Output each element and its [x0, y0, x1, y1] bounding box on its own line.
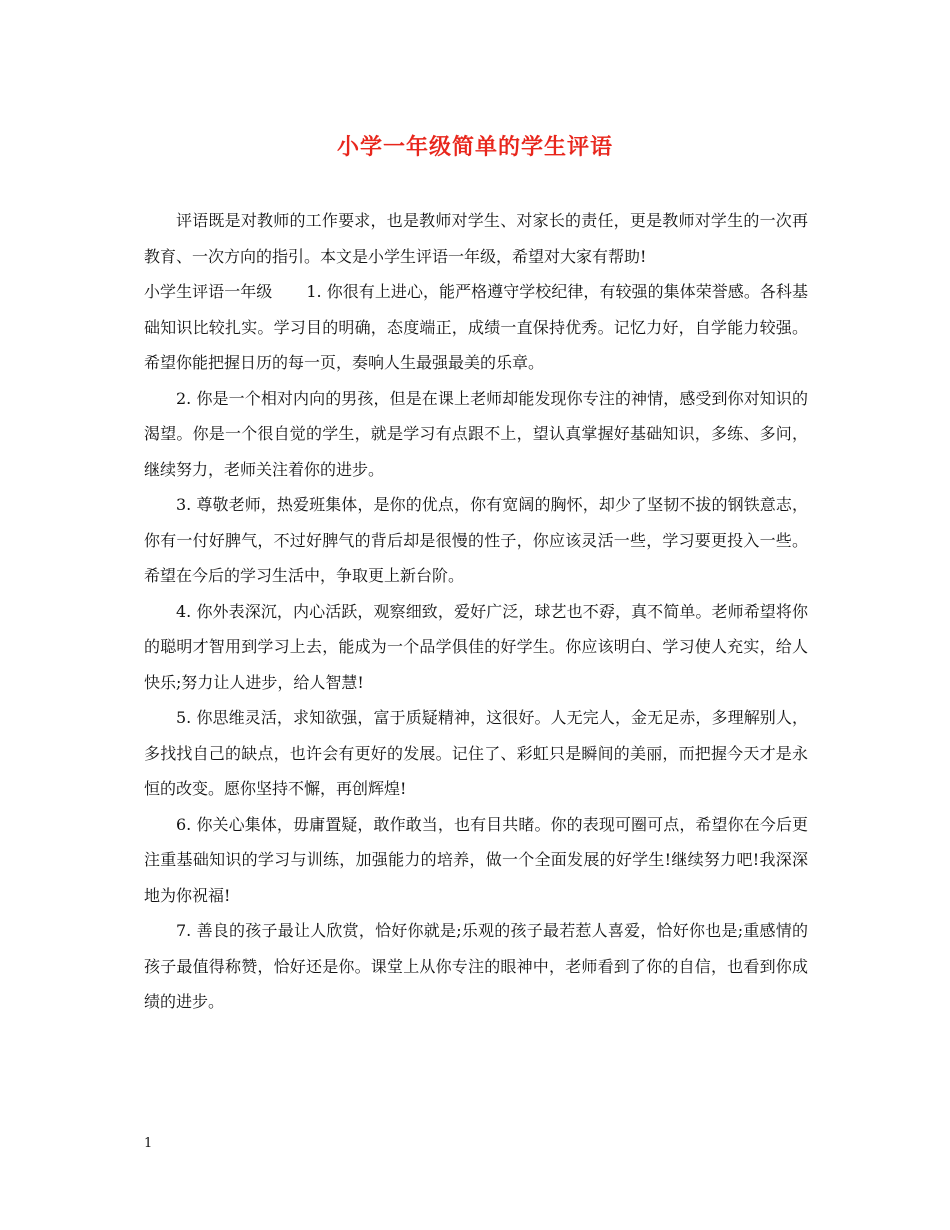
comment-item: 7. 善良的孩子最让人欣赏，恰好你就是;乐观的孩子最若惹人喜爱，恰好你也是;重感情的孩子最值得称赞，恰好还是你。课堂上从你专注的眼神中，老师看到了你的自信，也看到你成绩的进步。 — [144, 921, 808, 1011]
comment-item: 1. 你很有上进心，能严格遵守学校纪律，有较强的集体荣誉感。各科基础知识比较扎实。学习目的明确，态度端正，成绩一直保持优秀。记忆力好，自学能力较强。希望你能把握日历的每一页，奏响人生最强最美的乐章。 — [144, 282, 808, 372]
section-label: 小学生评语一年级 — [144, 282, 273, 301]
comment-item: 4. 你外表深沉，内心活跃，观察细致，爱好广泛，球艺也不孬，真不简单。老师希望将你的聪明才智用到学习上去，能成为一个品学俱佳的好学生。你应该明白、学习使人充实，给人快乐;努力让人进步，给人智慧! — [144, 601, 808, 692]
comment-item: 6. 你关心集体，毋庸置疑，敢作敢当，也有目共睹。你的表现可圈可点，希望你在今后更注重基础知识的学习与训练，加强能力的培养，做一个全面发展的好学生!继续努力吧!我深深地为你祝福! — [144, 814, 808, 905]
comment-item: 5. 你思维灵活，求知欲强，富于质疑精神，这很好。人无完人，金无足赤，多理解别人，多找找自己的缺点，也许会有更好的发展。记住了、彩虹只是瞬间的美丽，而把握今天才是永恒的改变。愿你坚持不懈，再创辉煌! — [144, 708, 808, 798]
intro-paragraph: 评语既是对教师的工作要求，也是教师对学生、对家长的责任，更是教师对学生的一次再教育、一次方向的指引。本文是小学生评语一年级，希望对大家有帮助! — [144, 211, 808, 266]
document-body — [144, 203, 808, 1020]
comment-item: 2. 你是一个相对内向的男孩，但是在课上老师却能发现你专注的神情，感受到你对知识的渴望。你是一个很自觉的学生，就是学习有点跟不上，望认真掌握好基础知识，多练、多问，继续努力，老师关注着你的进步。 — [144, 388, 808, 479]
section-paragraph — [144, 274, 808, 381]
document-title: 小学一年级简单的学生评语 — [336, 134, 613, 160]
comment-item: 3. 尊敬老师，热爱班集体，是你的优点，你有宽阔的胸怀，却少了坚韧不拔的钢铁意志，你有一付好脾气，不过好脾气的背后却是很慢的性子，你应该灵活一些，学习要更投入一些。希望在今后的学习生活中，争取更上新台阶。 — [144, 495, 808, 585]
page-number: 1 — [144, 1136, 153, 1151]
